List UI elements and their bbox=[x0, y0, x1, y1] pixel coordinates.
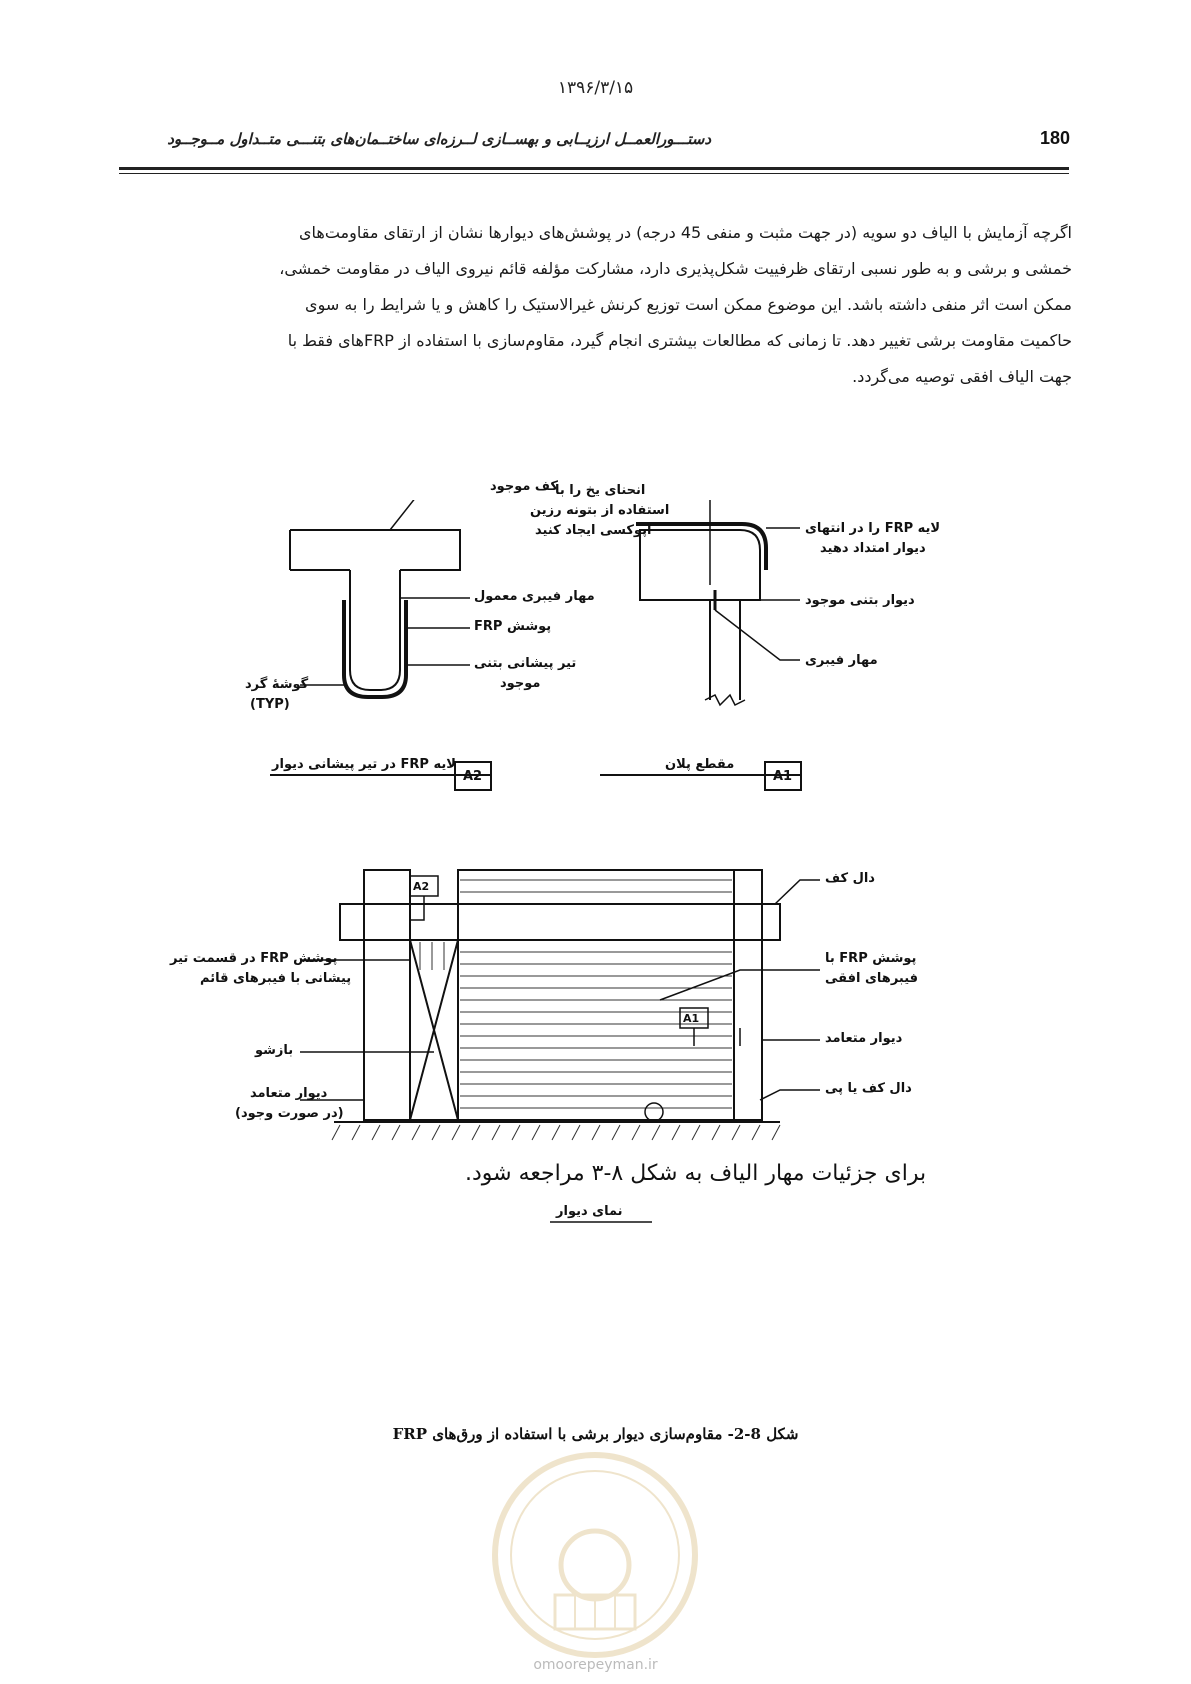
elev-anchor-detail bbox=[645, 1103, 663, 1121]
a1-label-extend-2: دیوار امتداد دهید bbox=[820, 541, 926, 556]
elev-left-pier bbox=[364, 870, 410, 1120]
a2-label-beam-2: موجود bbox=[500, 676, 541, 691]
a2-tag: A2 bbox=[463, 769, 483, 784]
elev-label-frp: پوشش FRP با bbox=[825, 951, 917, 966]
page-number: 180 bbox=[1040, 128, 1071, 148]
elev-leader-slab bbox=[775, 880, 820, 904]
a1-wall bbox=[710, 600, 740, 700]
a2-title: لایه FRP در تیر پیشانی دیوار bbox=[272, 757, 456, 772]
elev-label-cross: دیوار متعامد bbox=[825, 1031, 903, 1046]
elev-label-opening: بازشو bbox=[255, 1043, 294, 1058]
watermark-text: omoorepeyman.ir bbox=[533, 1657, 658, 1673]
elev-arrow-a2 bbox=[410, 896, 424, 920]
header-rule-thick bbox=[119, 167, 1069, 170]
page-date: ۱۳۹۶/۳/۱۵ bbox=[557, 78, 634, 98]
a1-label-extend: لایه FRP را در انتهای bbox=[805, 521, 941, 536]
a2-beam-outline bbox=[350, 570, 400, 690]
body-line: خمشی و برشی و به طور نسبی ارتقای ظرفییت شکل‌پذیری دارد، مشارکت مؤلفه قائم نیروی الیاف در مقاومت خمشی، bbox=[279, 259, 1072, 278]
a1-tag: A1 bbox=[773, 769, 793, 784]
figure-caption: شکل 8-2- مقاوم‌سازی دیوار برشی با استفاده از ورق‌های FRP bbox=[392, 1425, 799, 1443]
elev-label-cross-left-2: (در صورت وجود) bbox=[235, 1106, 344, 1121]
elev-leader-frp bbox=[660, 970, 820, 1000]
elev-right-wall bbox=[734, 870, 762, 1120]
a2-label-corner: گوشهٔ گرد bbox=[245, 677, 309, 692]
elev-note: برای جزئیات مهار الیاف به شکل ۸-۳ مراجعه شود. bbox=[465, 1161, 927, 1186]
elev-label-slab: دال کف bbox=[825, 871, 875, 886]
body-line: جهت الیاف افقی توصیه می‌گردد. bbox=[852, 367, 1072, 386]
elev-label-frp-2: فیبرهای افقی bbox=[825, 971, 919, 986]
a1-leader-anchor bbox=[715, 610, 800, 660]
a2-label-wrap: پوشش FRP bbox=[474, 619, 552, 634]
a2-label-anchor: مهار فیبری معمول bbox=[474, 589, 595, 604]
elev-tag-a2-text: A2 bbox=[413, 880, 430, 893]
body-paragraph bbox=[117, 215, 1072, 395]
a2-slab-outline bbox=[290, 530, 460, 570]
running-header-title: دستـــورالعمــل ارزیــابی و بهســازی لــرزه‌ای ساختــمان‌های بتنـــی متــداول مــوجــود bbox=[167, 130, 711, 148]
watermark-seal bbox=[485, 1445, 705, 1665]
body-line: ممکن است اثر منفی داشته باشد. این موضوع ممکن است توزیع کرنش غیرالاستیک را کاهش و یا شرایط را به سوی bbox=[305, 295, 1072, 314]
figure-drawing bbox=[260, 500, 980, 1350]
header-rule-thin bbox=[119, 173, 1069, 174]
body-line: حاکمیت مقاومت برشی تغییر دهد. تا زمانی که مطالعات بیشتری انجام گیرد، مقاوم‌سازی با استفاده از FRPهای فقط با bbox=[287, 331, 1072, 350]
a1-title: مقطع پلان bbox=[665, 757, 735, 772]
elev-slab bbox=[340, 904, 780, 940]
elev-leader-found bbox=[760, 1090, 820, 1100]
a1-leader-bend bbox=[670, 500, 710, 585]
a1-flange bbox=[640, 530, 760, 600]
a2-label-beam: تیر پیشانی بتنی bbox=[474, 656, 577, 671]
elev-tag-a1-text: A1 bbox=[683, 1012, 700, 1025]
elev-label-cross-left: دیوار متعامد bbox=[250, 1086, 328, 1101]
a1-label-bend-2: استفاده از بتونه رزین bbox=[530, 503, 670, 518]
elev-label-found: دال کف یا پی bbox=[825, 1081, 912, 1096]
elev-label-spandrel: پوشش FRP در قسمت تیر bbox=[170, 951, 338, 966]
a1-label-bend: انحنای یخ را با bbox=[555, 483, 646, 498]
elev-panel bbox=[458, 870, 734, 1120]
a2-label-typ: (TYP) bbox=[250, 697, 290, 712]
a2-label-slab: کف موجود bbox=[490, 479, 558, 494]
body-line: اگرچه آزمایش با الیاف دو سویه (در جهت مثبت و منفی 45 درجه) در پوشش‌های دیوارها نشان از ارتقای مقاومت‌های bbox=[299, 223, 1072, 242]
a1-label-anchor: مهار فیبری bbox=[805, 653, 878, 668]
a2-leader-slab bbox=[390, 500, 480, 530]
figure-8-2 bbox=[170, 479, 980, 1350]
a1-label-bend-3: اپوکسی ایجاد کنید bbox=[535, 523, 652, 538]
elev-title: نمای دیوار bbox=[556, 1204, 623, 1219]
elev-label-spandrel-2: پیشانی با فیبرهای قائم bbox=[200, 971, 352, 986]
a1-label-wall: دیوار بتنی موجود bbox=[805, 593, 915, 608]
